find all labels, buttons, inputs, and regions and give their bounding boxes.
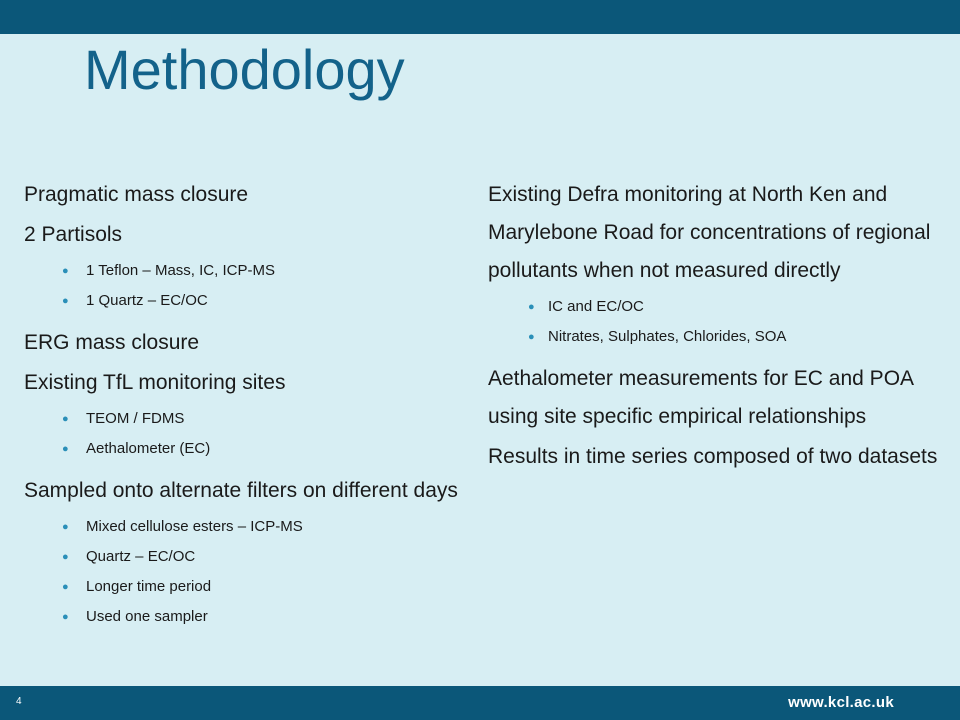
bullet-tfl-monitoring: Existing TfL monitoring sites	[24, 371, 286, 394]
bullet-dot-icon: ●	[62, 521, 69, 533]
footer-url: www.kcl.ac.uk	[788, 694, 894, 711]
right-column	[488, 176, 950, 478]
list-item: ● Quartz – EC/OC	[24, 542, 464, 572]
slide-title: Methodology	[84, 38, 405, 101]
page-number: 4	[16, 696, 22, 707]
bullet-dot-icon: ●	[528, 331, 535, 343]
bullet-dot-icon: ●	[62, 265, 69, 277]
list-item: ● Aethalometer (EC)	[24, 434, 464, 464]
list-item: ● 1 Quartz – EC/OC	[24, 286, 464, 316]
bullet-alternate-filters: Sampled onto alternate filters on different days	[24, 479, 458, 502]
bullet-dot-icon: ●	[62, 295, 69, 307]
tfl-sub-list	[24, 404, 464, 464]
bullet-results: Results in time series composed of two datasets	[488, 445, 938, 468]
list-item: ● Longer time period	[24, 572, 464, 602]
list-item: ● 1 Teflon – Mass, IC, ICP-MS	[24, 256, 464, 286]
bullet-aethalometer: Aethalometer measurements for EC and POA using site specific empirical relationships	[488, 367, 913, 428]
list-item: ● Mixed cellulose esters – ICP-MS	[24, 512, 464, 542]
filters-sub-list	[24, 512, 464, 632]
left-column	[24, 176, 464, 640]
list-item: ● Nitrates, Sulphates, Chlorides, SOA	[488, 322, 950, 352]
defra-sub-list	[488, 292, 950, 352]
bullet-dot-icon: ●	[528, 301, 535, 313]
list-item: ● IC and EC/OC	[488, 292, 950, 322]
partisols-sub-list	[24, 256, 464, 316]
bullet-partisols: 2 Partisols	[24, 223, 123, 246]
bullet-defra-monitoring: Existing Defra monitoring at North Ken and Marylebone Road for concentrations of regional pollutants when not measured directly	[488, 183, 931, 282]
header-bar	[0, 0, 960, 34]
list-item: ● Used one sampler	[24, 602, 464, 632]
bullet-dot-icon: ●	[62, 611, 69, 623]
bullet-dot-icon: ●	[62, 443, 69, 455]
footer-bar	[0, 686, 960, 720]
bullet-dot-icon: ●	[62, 581, 69, 593]
bullet-pragmatic-mass-closure: Pragmatic mass closure	[24, 183, 249, 206]
bullet-erg-mass-closure: ERG mass closure	[24, 331, 200, 354]
bullet-dot-icon: ●	[62, 551, 69, 563]
list-item: ● TEOM / FDMS	[24, 404, 464, 434]
bullet-dot-icon: ●	[62, 413, 69, 425]
